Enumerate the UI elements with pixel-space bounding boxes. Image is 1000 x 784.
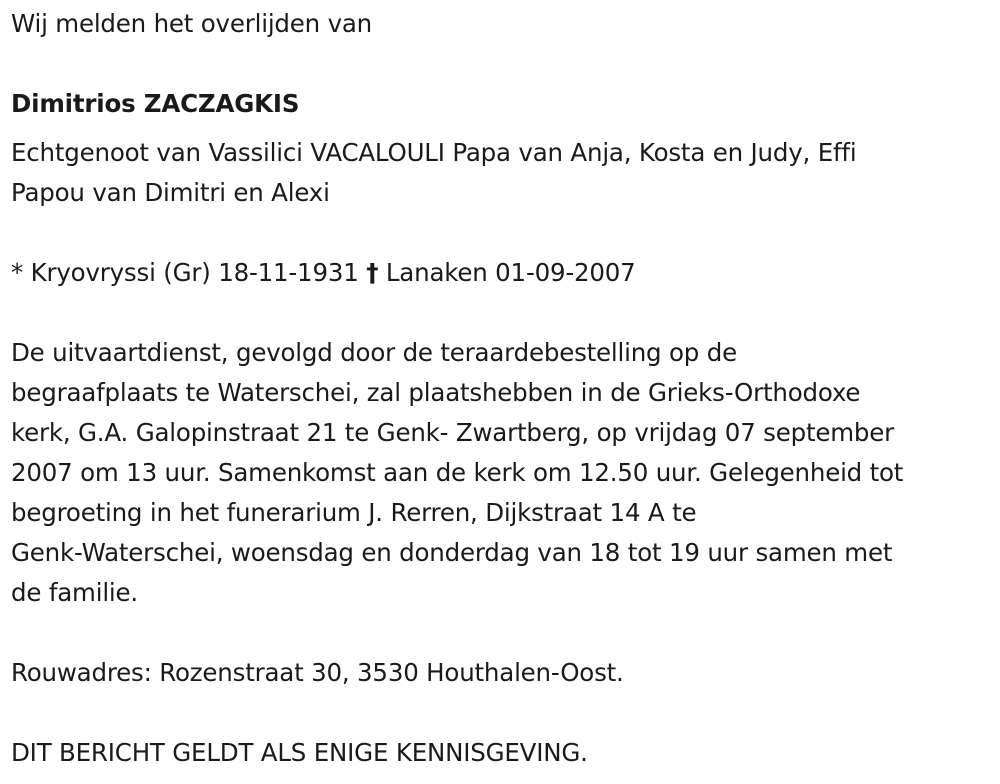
family-line: Papou van Dimitri en Alexi — [11, 178, 330, 207]
family-line: Echtgenoot van Vassilici VACALOULI Papa van Anja, Kosta en Judy, Effi — [11, 138, 857, 167]
service-line: kerk, G.A. Galopinstraat 21 te Genk- Zwartberg, op vrijdag 07 september — [11, 418, 895, 447]
closing-statement: DIT BERICHT GELDT ALS ENIGE KENNISGEVING. — [11, 738, 588, 767]
deceased-name: Dimitrios ZACZAGKIS — [11, 89, 300, 118]
service-line: de familie. — [11, 578, 138, 607]
service-line: begroeting in het funerarium J. Rerren, Dijkstraat 14 A te — [11, 498, 697, 527]
birth-death-line — [11, 258, 636, 287]
service-line: Genk-Waterschei, woensdag en donderdag van 18 tot 19 uur samen met — [11, 538, 893, 567]
service-line: 2007 om 13 uur. Samenkomst aan de kerk om 12.50 uur. Gelegenheid tot — [11, 458, 904, 487]
cross-icon: † — [366, 258, 379, 287]
service-line: begraafplaats te Waterschei, zal plaatshebben in de Grieks-Orthodoxe — [11, 378, 861, 407]
service-line: De uitvaartdienst, gevolgd door de teraardebestelling op de — [11, 338, 737, 367]
intro-text: Wij melden het overlijden van — [11, 9, 373, 38]
birth-text: * Kryovryssi (Gr) 18-11-1931 — [11, 258, 359, 287]
death-text: Lanaken 01-09-2007 — [385, 258, 636, 287]
mourning-address: Rouwadres: Rozenstraat 30, 3530 Houthalen-Oost. — [11, 658, 624, 687]
